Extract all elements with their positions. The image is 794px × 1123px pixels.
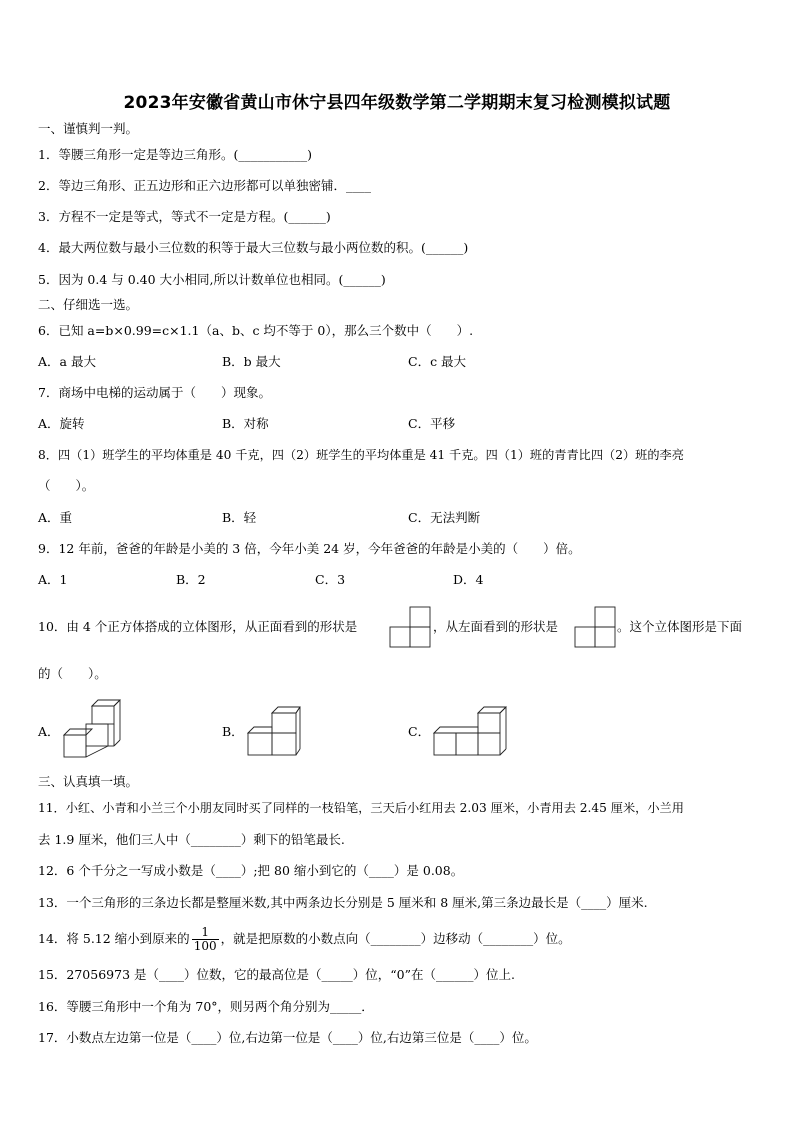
question-13: 13．一个三角形的三条边长都是整厘米数,其中两条边长分别是 5 厘米和 8 厘米,第三条边最长是（____）厘米.: [38, 895, 648, 910]
question-11-line-2: 去 1.9 厘米，他们三人中（________）剩下的铅笔最长.: [38, 832, 345, 847]
question-12: 12．6 个千分之一写成小数是（____）;把 80 缩小到它的（____）是 0.08。: [38, 863, 464, 878]
q7-option-a: A．旋转: [38, 416, 85, 431]
q8-option-c: C．无法判断: [408, 510, 481, 525]
front-view-figure: [388, 606, 434, 648]
left-view-figure: [573, 606, 619, 648]
section-heading-1: 一、谨慎判一判。: [38, 121, 139, 136]
question-3: 3．方程不一定是等式，等式不一定是方程。(______): [38, 209, 331, 224]
q6-option-b: B．b 最大: [222, 354, 281, 369]
question-5: 5．因为 0.4 与 0.40 大小相同,所以计数单位也相同。(______): [38, 272, 386, 287]
q6-option-a: A．a 最大: [38, 354, 96, 369]
q9-option-d: D．4: [453, 572, 484, 587]
question-11-line-1: 11．小红、小青和小兰三个小朋友同时买了同样的一枝铅笔，三天后小红用去 2.03 厘米，小青用去 2.45 厘米，小兰用: [38, 801, 684, 815]
question-1: 1．等腰三角形一定是等边三角形。(___________): [38, 147, 312, 162]
q9-option-b: B．2: [176, 572, 206, 587]
section-heading-2: 二、仔细选一选。: [38, 297, 139, 312]
question-10-part-1: 10．由 4 个正方体搭成的立体图形，从正面看到的形状是: [38, 619, 358, 634]
question-8-line-2: （ ）。: [38, 478, 95, 493]
fraction: [192, 926, 219, 953]
question-10-part-3: 。这个立体图形是下面: [617, 619, 743, 634]
q9-option-c: C．3: [315, 572, 346, 587]
question-17: 17．小数点左边第一位是（____）位,右边第一位是（____）位,右边第三位是（____）位。: [38, 1030, 537, 1045]
question-9: 9．12 年前，爸爸的年龄是小美的 3 倍，今年小美 24 岁，今年爸爸的年龄是小美的（ ）倍。: [38, 541, 581, 556]
question-15: 15．27056973 是（____）位数，它的最高位是（_____）位，“0”在（______）位上.: [38, 967, 515, 982]
option-a-cube-figure: [62, 698, 126, 760]
question-8-line-1: 8．四（1）班学生的平均体重是 40 千克，四（2）班学生的平均体重是 41 千克。四（1）班的青青比四（2）班的李亮: [38, 448, 684, 462]
fraction-denominator: 100: [193, 939, 217, 953]
q8-option-b: B．轻: [222, 510, 257, 525]
question-10-line-2: 的（ ）。: [38, 666, 107, 681]
question-6: 6．已知 a=b×0.99=c×1.1（a、b、c 均不等于 0），那么三个数中（ ）.: [38, 323, 474, 338]
q10-option-c: C．: [408, 724, 431, 739]
fraction-numerator: 1: [192, 926, 219, 940]
page-title: 2023年安徽省黄山市休宁县四年级数学第二学期期末复习检测模拟试题: [123, 93, 671, 113]
q6-option-c: C．c 最大: [408, 354, 467, 369]
question-16: 16．等腰三角形中一个角为 70°，则另两个角分别为_____．: [38, 999, 374, 1014]
section-heading-3: 三、认真填一填。: [38, 774, 139, 789]
option-b-cube-figure: [246, 703, 302, 757]
option-c-cube-figure: [432, 703, 508, 757]
question-14-part-2: ，就是把原数的小数点向（________）边移动（________）位。: [220, 931, 571, 946]
question-14: [38, 924, 571, 954]
question-4: 4．最大两位数与最小三位数的积等于最大三位数与最小两位数的积。(______): [38, 240, 469, 255]
q8-option-a: A．重: [38, 510, 73, 525]
q9-option-a: A．1: [38, 572, 68, 587]
question-7: 7．商场中电梯的运动属于（ ）现象。: [38, 385, 271, 400]
question-14-part-1: 14．将 5.12 缩小到原来的: [38, 931, 190, 946]
q7-option-c: C．平移: [408, 416, 456, 431]
question-10-part-2: ，从左面看到的形状是: [433, 619, 559, 634]
q10-option-b: B．: [222, 724, 244, 739]
q10-option-a: A．: [38, 724, 60, 739]
q7-option-b: B．对称: [222, 416, 269, 431]
question-2: 2．等边三角形、正五边形和正六边形都可以单独密铺．____: [38, 178, 371, 193]
